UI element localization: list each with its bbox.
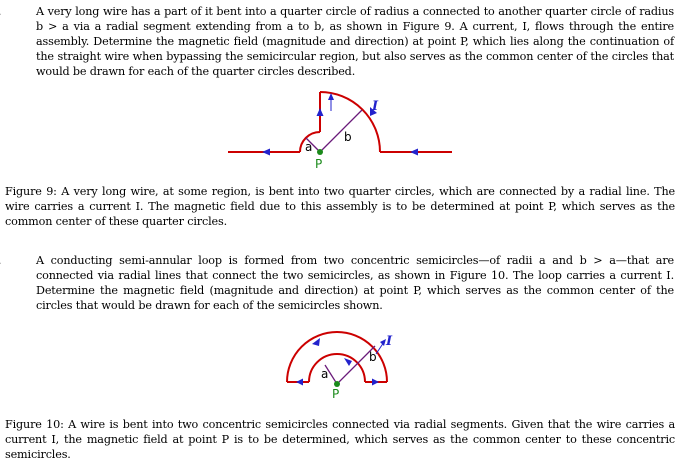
current-arrow-left bbox=[262, 149, 270, 156]
radius-b-line bbox=[320, 110, 362, 152]
problem-text: A very long wire has a part of it bent into a quarter circle of radius a connected to another quarter circle of radius b > a via a radial segment extending from a to b, as shown in Figure 9. A current, I, flows through the entire assembly. Determine the magnetic field (magnitude and direction) at point P, which lies along the continuation of the straight wire when bypassing the semicircular region, but also serves as the common center of the circles that would be drawn for each of the quarter circles described. bbox=[36, 5, 674, 78]
label-a-10: a bbox=[321, 367, 329, 381]
point-p bbox=[317, 149, 323, 155]
current-arrow-left-connector bbox=[296, 379, 303, 386]
figure-9-caption: Figure 9: A very long wire, at some region, is bent into two quarter circles, which are connected by a radial line. The wire carries a current I. The magnetic field due to this assembly is to be determined at point P, which serves as the common center of these quarter circles. bbox=[5, 185, 675, 228]
label-p-10: P bbox=[332, 387, 340, 401]
label-b-10: b bbox=[369, 350, 377, 364]
label-a: a bbox=[305, 140, 313, 154]
current-arrow-right-connector bbox=[372, 379, 379, 386]
label-p: P bbox=[315, 157, 323, 171]
problem-12 bbox=[10, 253, 674, 313]
current-arrow-right bbox=[410, 149, 418, 156]
figure-10-caption: Figure 10: A wire is bent into two concentric semicircles connected via radial segments. Given that the wire carries a current I, the magnetic field at point P is to be determined, which serves as the common center to these concentric semicircles. bbox=[5, 418, 675, 461]
semicircle-a bbox=[309, 354, 365, 382]
label-b: b bbox=[344, 130, 352, 144]
current-arrow-radial bbox=[317, 108, 324, 116]
current-arrow-inner bbox=[344, 358, 352, 366]
label-current-10: I bbox=[386, 334, 393, 349]
problem-text: A conducting semi-annular loop is formed from two concentric semicircles—of radii a and b > a—that are connected via radial lines that connect the two semicircles, as shown in Figure 10. The loop carries a current I. Determine the magnetic field (magnitude and direction) at point P, which serves as the common center of the circles that would be drawn for each of the semicircles shown. bbox=[36, 254, 674, 312]
current-arrow-outer bbox=[312, 338, 320, 346]
problem-number bbox=[10, 253, 36, 268]
label-current: I bbox=[372, 99, 379, 114]
